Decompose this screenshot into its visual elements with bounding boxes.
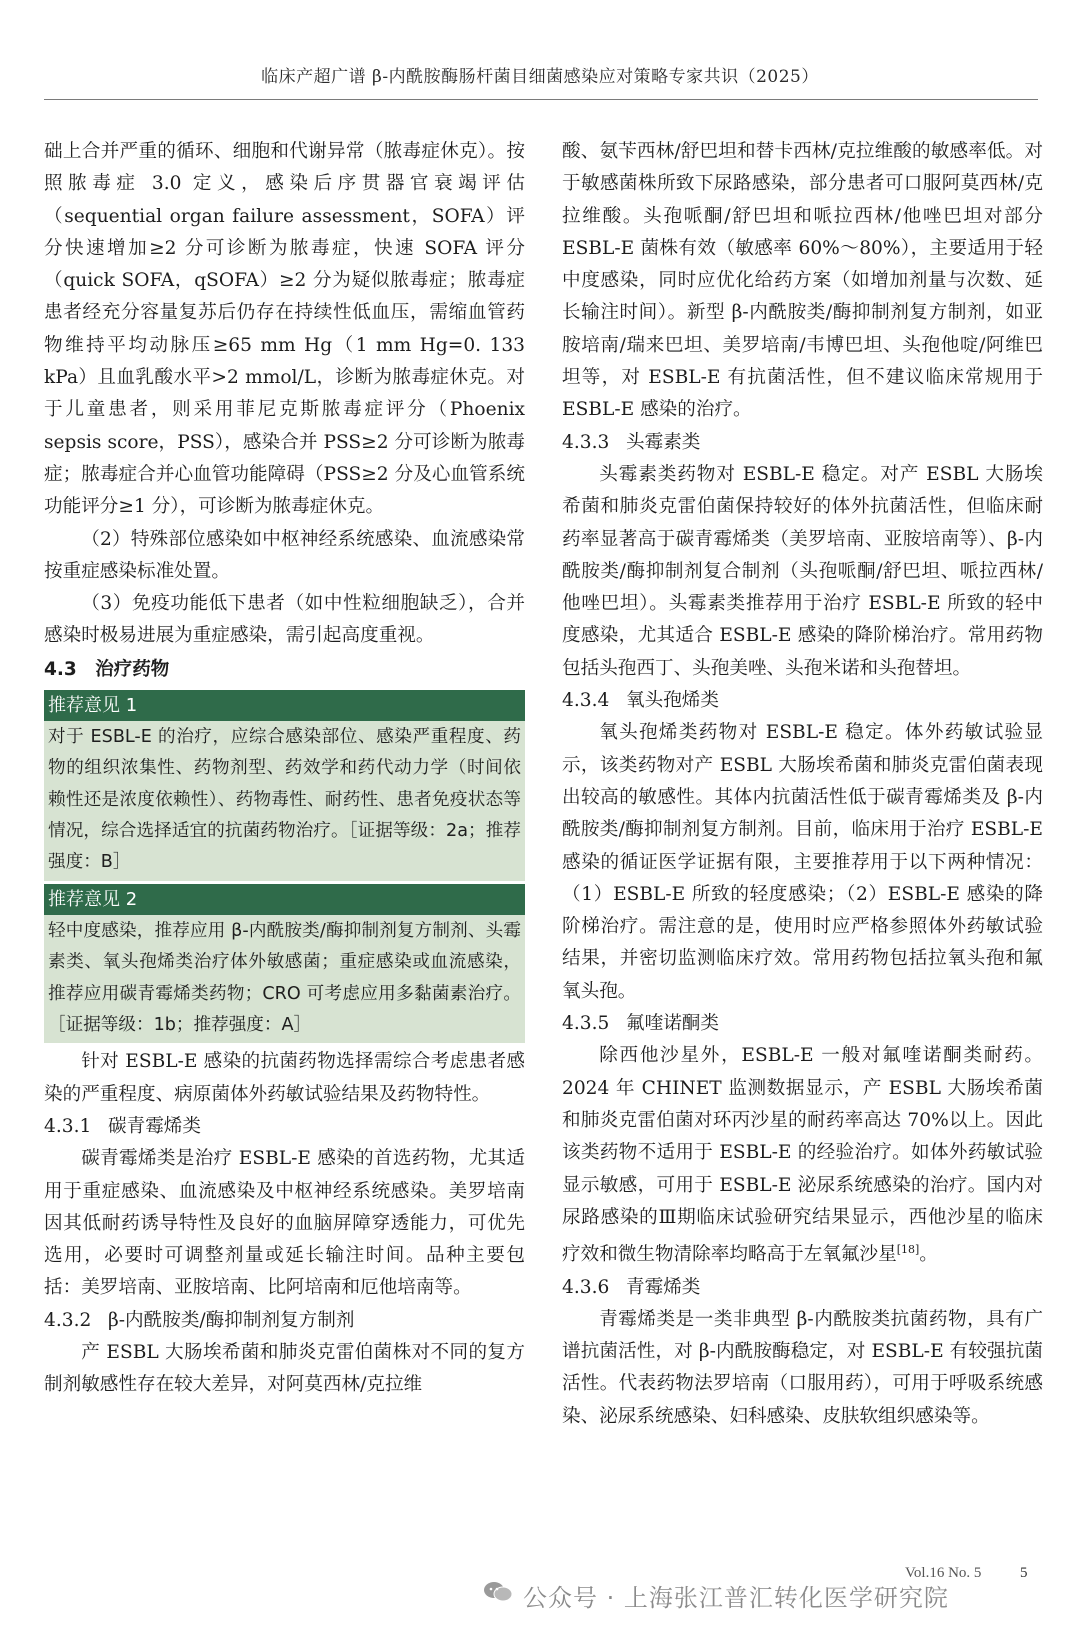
subsection-heading-fluoroquinolones	[562, 1008, 1043, 1040]
recommendation-title: 推荐意见 1	[44, 690, 525, 721]
paragraph-penems: 青霉烯类是一类非典型 β-内酰胺类抗菌药物，具有广谱抗菌活性，对 β-内酰胺酶稳定，对 ESBL-E 有较强抗菌活性。代表药物法罗培南（口服用药），可用于呼吸系统感染、泌尿系统感染、妇科感染、皮肤软组织感染等。	[562, 1308, 1043, 1427]
left-column	[44, 136, 525, 1402]
paragraph-text: 除西他沙星外，ESBL-E 一般对氟喹诺酮类耐药。2024 年 CHINET 监测数据显示，产 ESBL 大肠埃希菌和肺炎克雷伯菌对环丙沙星的耐药率高达 70%以上。因此该类药物不适用于 ESBL-E 的经验治疗。如体外药敏试验显示敏感，可用于 ESBL-E 泌尿系统感染的治疗。国内对尿路感染的Ⅲ期临床试验研究结果显示，西他沙星的临床疗效和微生物清除率均略高于左氧氟沙星	[562, 1045, 1043, 1266]
subsection-title: 氧头孢烯类	[626, 690, 719, 712]
running-header: 临床产超广谱 β-内酰胺酶肠杆菌目细菌感染应对策略专家共识（2025）	[261, 67, 819, 87]
subsection-heading-penems	[562, 1272, 1043, 1304]
watermark-text: 公众号 · 上海张江普汇转化医学研究院	[523, 1584, 949, 1612]
paragraph-oxacephems: 氧头孢烯类药物对 ESBL-E 稳定。体外药敏试验显示，该类药物对产 ESBL 大肠埃希菌和肺炎克雷伯菌表现出较高的敏感性。其体内抗菌活性低于碳青霉烯类及 β-内酰胺类/酶抑制剂复方制剂。目前，临床用于治疗 ESBL-E 感染的循证医学证据有限，主要推荐用于以下两种情况：（1）ESBL-E 所致的轻度感染；（2）ESBL-E 感染的降阶梯治疗。需注意的是，使用时应严格参照体外药敏试验结果，并密切监测临床疗效。常用药物包括拉氧头孢和氟氧头孢。	[562, 722, 1043, 1002]
paragraph-end: 。	[919, 1244, 938, 1266]
paragraph-beta-lactam-inhibitors-cont: 酸、氨苄西林/舒巴坦和替卡西林/克拉维酸的敏感率低。对于敏感菌株所致下尿路感染，部分患者可口服阿莫西林/克拉维酸。头孢哌酮/舒巴坦和哌拉西林/他唑巴坦对部分 ESBL-E 菌株有效（敏感率 60%～80%），主要适用于轻中度感染，同时应优化给药方案（如增加剂量与次数、延长输注时间）。新型 β-内酰胺类/酶抑制剂复方制剂，如亚胺培南/瑞来巴坦、美罗培南/韦博巴坦、头孢他啶/阿维巴坦等，对 ESBL-E 有抗菌活性，但不建议临床常规用于 ESBL-E 感染的治疗。	[562, 141, 1043, 421]
subsection-number: 4.3.5	[562, 1013, 610, 1035]
citation-ref[interactable]: [18]	[896, 1243, 920, 1257]
section-heading-treatment-drugs: 4.3 治疗药物	[44, 658, 170, 680]
paragraph-cephamycins: 头霉素类药物对 ESBL-E 稳定。对产 ESBL 大肠埃希菌和肺炎克雷伯菌保持较好的体外抗菌活性，但临床耐药率显著高于碳青霉烯类（美罗培南、亚胺培南等）、β-内酰胺类/酶抑制剂复合制剂（头孢哌酮/舒巴坦、哌拉西林/他唑巴坦）。头霉素类推荐用于治疗 ESBL-E 所致的轻中度感染，尤其适合 ESBL-E 感染的降阶梯治疗。常用药物包括头孢西丁、头孢美唑、头孢米诺和头孢替坦。	[562, 463, 1043, 679]
subsection-number: 4.3.3	[562, 431, 610, 453]
subsection-number: 4.3.4	[562, 690, 610, 712]
paragraph-immunocompromised: （3）免疫功能低下患者（如中性粒细胞缺乏），合并感染时极易进展为重症感染，需引起高度重视。	[44, 593, 525, 647]
page-number: 5	[1020, 1565, 1028, 1581]
paragraph-sepsis: 础上合并严重的循环、细胞和代谢异常（脓毒症休克）。按照脓毒症 3.0 定义，感染后序贯器官衰竭评估（sequential organ failure assessment，SOFA）评分快速增加≥2 分可诊断为脓毒症，快速 SOFA 评分（quick SOFA，qSOFA）≥2 分为疑似脓毒症；脓毒症患者经充分容量复苏后仍存在持续性低血压，需缩血管药物维持平均动脉压≥65 mm Hg（1 mm Hg=0. 133 kPa）且血乳酸水平>2 mmol/L，诊断为脓毒症休克。对于儿童患者，则采用菲尼克斯脓毒症评分（Phoenix sepsis score，PSS），感染合并 PSS≥2 分可诊断为脓毒症；脓毒症合并心血管功能障碍（PSS≥2 分及心血管系统功能评分≥1 分），可诊断为脓毒症休克。	[44, 141, 525, 518]
recommendation-title: 推荐意见 2	[44, 884, 525, 915]
subsection-number: 4.3.2	[44, 1309, 92, 1331]
subsection-title: 青霉烯类	[626, 1276, 701, 1298]
subsection-title: β-内酰胺类/酶抑制剂复方制剂	[108, 1309, 355, 1331]
paragraph-fluoroquinolones	[562, 1040, 1043, 1271]
recommendation-body: 轻中度感染，推荐应用 β-内酰胺类/酶抑制剂复方制剂、头霉素类、氧头孢烯类治疗体外敏感菌；重症感染或血流感染，推荐应用碳青霉烯类药物；CRO 可考虑应用多黏菌素治疗。［证据等级：1b；推荐强度：A］	[44, 915, 525, 1044]
recommendation-box-1	[44, 690, 525, 881]
paragraph-beta-lactam-inhibitors: 产 ESBL 大肠埃希菌和肺炎克雷伯菌株对不同的复方制剂敏感性存在较大差异，对阿莫西林/克拉维	[44, 1342, 525, 1396]
paragraph-special-sites: （2）特殊部位感染如中枢神经系统感染、血流感染常按重症感染标准处置。	[44, 528, 525, 582]
volume-number: Vol.16 No. 5	[905, 1565, 982, 1581]
paragraph-carbapenems: 碳青霉烯类是治疗 ESBL-E 感染的首选药物，尤其适用于重症感染、血流感染及中枢神经系统感染。美罗培南因其低耐药诱导特性及良好的血脑屏障穿透能力，可优先选用，必要时可调整剂量或延长输注时间。品种主要包括：美罗培南、亚胺培南、比阿培南和厄他培南等。	[44, 1148, 525, 1299]
subsection-title: 头霉素类	[626, 431, 701, 453]
subsection-heading-beta-lactam-inhibitors	[44, 1305, 525, 1337]
right-column	[562, 136, 1043, 1433]
paragraph-drug-selection: 针对 ESBL-E 感染的抗菌药物选择需综合考虑患者感染的严重程度、病原菌体外药敏试验结果及药物特性。	[44, 1051, 525, 1105]
wechat-icon	[483, 1581, 513, 1603]
subsection-heading-carbapenems	[44, 1111, 525, 1143]
header-divider	[44, 99, 1038, 100]
subsection-heading-cephamycins	[562, 427, 1043, 459]
recommendation-body: 对于 ESBL-E 的治疗，应综合感染部位、感染严重程度、药物的组织浓集性、药物剂型、药效学和药代动力学（时间依赖性还是浓度依赖性）、药物毒性、耐药性、患者免疫状态等情况，综合选择适宜的抗菌药物治疗。［证据等级：2a；推荐强度：B］	[44, 721, 525, 881]
subsection-title: 碳青霉烯类	[108, 1116, 201, 1137]
subsection-title: 氟喹诺酮类	[626, 1013, 719, 1035]
subsection-number: 4.3.6	[562, 1276, 610, 1298]
subsection-heading-oxacephems	[562, 685, 1043, 717]
subsection-number: 4.3.1	[44, 1116, 92, 1137]
recommendation-box-2	[44, 884, 525, 1044]
